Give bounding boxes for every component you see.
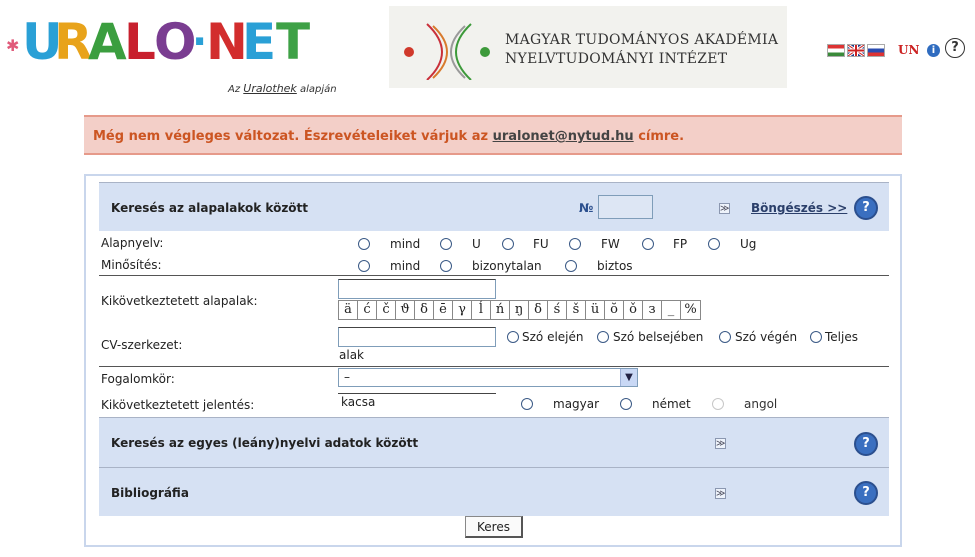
alapalak-input[interactable]: [338, 279, 496, 299]
radio-label: Szó elején: [522, 330, 584, 344]
fogalomkor-select[interactable]: [338, 368, 638, 387]
radio-label: U: [472, 237, 481, 251]
radio-label: Szó belsejében: [613, 330, 704, 344]
minosites-label: Minősítés:: [101, 258, 162, 272]
special-char-key[interactable]: з: [643, 301, 662, 319]
mta-line-1: MAGYAR TUDOMÁNYOS AKADÉMIA: [505, 32, 779, 48]
help-icon[interactable]: ?: [854, 432, 878, 456]
radio-alapnyelv-2[interactable]: [502, 238, 514, 250]
radio-label: FU: [533, 237, 549, 251]
logo-letter: T: [276, 13, 311, 71]
special-char-key[interactable]: γ: [453, 301, 472, 319]
radio-label: mind: [390, 237, 421, 251]
radio-label: Szó végén: [735, 330, 798, 344]
special-char-key[interactable]: č: [377, 301, 396, 319]
number-input[interactable]: [598, 195, 653, 219]
special-char-key[interactable]: ŏ: [605, 301, 624, 319]
bibliography-header[interactable]: [99, 467, 889, 516]
radio-label: biztos: [597, 259, 633, 273]
tagline-suffix: alapján: [300, 84, 337, 95]
ru-flag-icon[interactable]: [867, 44, 885, 57]
radio-jel-1[interactable]: [620, 398, 632, 410]
special-char-key[interactable]: ǒ: [624, 301, 643, 319]
browse-link[interactable]: Böngészés >>: [751, 201, 848, 215]
notice-banner: [84, 115, 902, 155]
tagline-prefix: Az: [228, 84, 241, 95]
alapnyelv-label: Alapnyelv:: [101, 236, 164, 250]
logo-letter: E: [242, 13, 277, 71]
radio-label: FW: [601, 237, 620, 251]
radio-label: mind: [390, 259, 421, 273]
logo-letter: A: [88, 13, 127, 71]
cv-option-continued: alak: [339, 348, 364, 362]
search-base-forms-header: [99, 182, 889, 231]
collapse-icon[interactable]: ≫: [720, 204, 730, 214]
mta-emblem-icon: [399, 16, 499, 80]
notice-email-link[interactable]: uralonet@nytud.hu: [492, 129, 634, 144]
radio-minosites-0[interactable]: [358, 260, 370, 272]
special-char-key[interactable]: š: [567, 301, 586, 319]
radio-label: magyar: [553, 397, 600, 411]
jelentes-input[interactable]: kacsa: [338, 393, 496, 413]
radio-minosites-1[interactable]: [440, 260, 452, 272]
alapalak-label: Kikövetkeztetett alapalak:: [101, 294, 258, 308]
radio-cv-0[interactable]: [507, 331, 519, 343]
special-char-key[interactable]: δ: [529, 301, 548, 319]
radio-alapnyelv-1[interactable]: [440, 238, 452, 250]
section-title-daughter: Keresés az egyes (leány)nyelvi adatok között: [111, 436, 419, 450]
notice-text-end: címre.: [638, 129, 685, 144]
special-char-key[interactable]: ń: [491, 301, 510, 319]
expand-icon[interactable]: ≫: [716, 489, 726, 499]
notice-text: Még nem végleges változat. Észrevételeiket várjuk az: [93, 129, 489, 144]
radio-jel-0[interactable]: [521, 398, 533, 410]
fogalomkor-label: Fogalomkör:: [101, 372, 175, 386]
divider: [99, 366, 889, 367]
section-title-bibliography: Bibliográfia: [111, 486, 189, 500]
help-icon[interactable]: ?: [854, 481, 878, 505]
logo-letter: R: [54, 13, 93, 71]
special-char-key[interactable]: δ: [415, 301, 434, 319]
un-logo-icon[interactable]: UN: [898, 43, 920, 57]
radio-alapnyelv-0[interactable]: [358, 238, 370, 250]
special-char-key[interactable]: ü: [586, 301, 605, 319]
special-char-key[interactable]: ĺ: [472, 301, 491, 319]
mta-line-2: NYELVTUDOMÁNYI INTÉZET: [505, 51, 728, 67]
radio-label: német: [652, 397, 691, 411]
cv-label: CV-szerkezet:: [101, 338, 183, 352]
search-daughter-header[interactable]: [99, 417, 889, 467]
special-char-key[interactable]: %: [684, 302, 697, 317]
radio-jel-2[interactable]: [712, 398, 724, 410]
logo-letter: U: [22, 13, 63, 71]
fogalomkor-selected-value: –: [344, 370, 350, 384]
help-icon[interactable]: ?: [854, 196, 878, 220]
radio-label: Ug: [740, 237, 757, 251]
radio-label: FP: [673, 237, 688, 251]
jelentes-label: Kikövetkeztetett jelentés:: [101, 398, 255, 412]
special-char-key[interactable]: ć: [358, 301, 377, 319]
radio-label: Teljes: [825, 330, 858, 344]
special-char-key[interactable]: ē: [434, 301, 453, 319]
divider: [99, 275, 889, 276]
radio-cv-3[interactable]: [810, 331, 822, 343]
radio-alapnyelv-5[interactable]: [708, 238, 720, 250]
special-char-key[interactable]: ä: [339, 301, 358, 319]
radio-minosites-2[interactable]: [565, 260, 577, 272]
special-char-key[interactable]: ś: [548, 301, 567, 319]
uralothek-link[interactable]: Uralothek: [243, 82, 297, 95]
mta-nytud-banner[interactable]: [389, 6, 787, 88]
special-char-keyboard: [338, 300, 701, 320]
logo-letter: O: [154, 13, 197, 71]
uk-flag-icon[interactable]: [847, 44, 865, 57]
chevron-down-icon[interactable]: ▼: [620, 369, 637, 386]
expand-icon[interactable]: ≫: [716, 439, 726, 449]
radio-label: bizonytalan: [472, 259, 542, 273]
radio-alapnyelv-4[interactable]: [642, 238, 654, 250]
help-icon[interactable]: ?: [945, 38, 965, 58]
tagline: [228, 82, 337, 95]
radio-alapnyelv-3[interactable]: [569, 238, 581, 250]
info-icon[interactable]: i: [927, 44, 940, 57]
logo-letter: L: [124, 13, 156, 71]
section-title-base-forms: Keresés az alapalakok között: [111, 201, 309, 215]
uralonet-logo[interactable]: [6, 8, 336, 78]
special-char-key[interactable]: _: [662, 301, 681, 319]
radio-cv-1[interactable]: [597, 331, 609, 343]
logo-letter: N: [206, 13, 248, 71]
radio-cv-2[interactable]: [719, 331, 731, 343]
logo-letter: ·: [192, 19, 208, 65]
logo-star-icon: ✱: [6, 36, 20, 55]
radio-label: angol: [744, 397, 778, 411]
special-char-key[interactable]: ϑ: [396, 301, 415, 319]
cv-input[interactable]: [338, 327, 496, 347]
number-label: №: [579, 201, 594, 215]
special-char-key[interactable]: ŋ: [510, 301, 529, 319]
search-submit-button[interactable]: Keres: [465, 516, 523, 538]
hu-flag-icon[interactable]: [827, 44, 845, 57]
